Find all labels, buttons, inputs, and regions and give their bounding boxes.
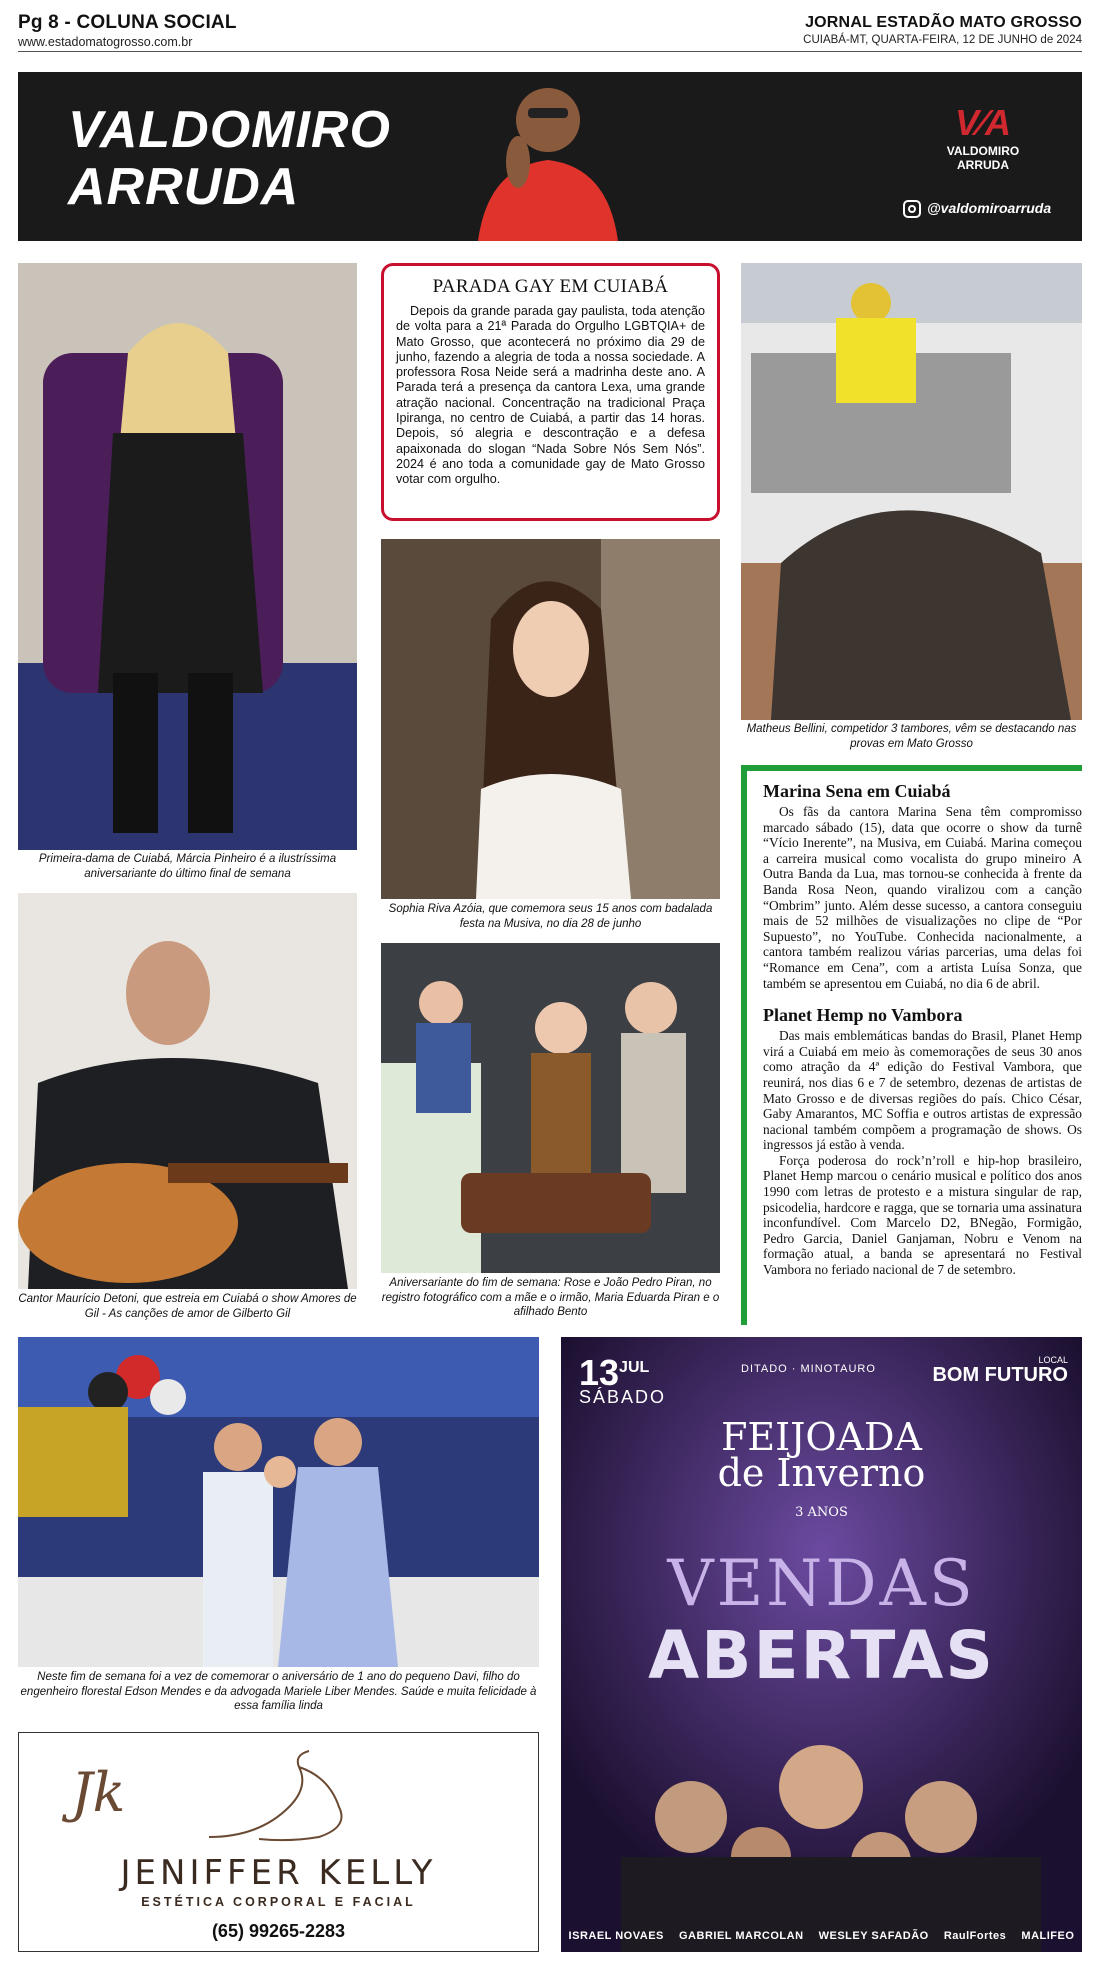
section-label: Pg 8 - COLUNA SOCIAL: [18, 12, 237, 33]
artist-name: MALIFEO: [1021, 1930, 1075, 1942]
event-day: 13: [579, 1352, 620, 1393]
valdomiro-banner: [18, 72, 1082, 241]
logo-line2: ARRUDA: [957, 158, 1009, 172]
planet-body-2: Força poderosa do rock’n’roll e hip-hop brasileiro, Planet Hemp marcou o cenário musical e político dos anos 1990 com letras de protesto e a mistura singular de rap, psicodelia, hardcore e ragga, que se tornaria uma assinatura inconfundível. Com Marcelo D2, BNegão, Formigão, Pedro Garcia, Daniel Ganjaman, Nobru e Venom na formação atual, a banda se apresentará no Festival Vambora no feriado nacional de 7 de setembro.: [763, 1152, 1083, 1278]
event-name: [561, 1415, 1082, 1531]
site-url[interactable]: www.estadomatogrosso.com.br: [18, 35, 193, 49]
marina-title: Marina Sena em Cuiabá: [763, 781, 951, 801]
instagram-icon: [903, 200, 921, 218]
banner-line1: VALDOMIRO: [68, 101, 391, 159]
handle-text: @valdomiroarruda: [927, 200, 1052, 216]
photo-joao-pedro: [381, 943, 720, 1273]
marina-body: Os fãs da cantora Marina Sena têm compromisso marcado sábado (15), data que ocorre o show da turnê “Vício Inerente”, na Musiva, em Cuiabá. Marina começou a carreira musical como vocalista do grupo mineiro A Outra Banda da Lua, mas tornou-se conhecida à frente da Banda Rosa Neon, quando viralizou com a canção “Ombrim” junto. Além desse sucesso, a cantora conseguiu mais de 52 milhões de visualizações no clipe de “Por Supuesto”, no YouTube. Conhecida nacionalmente, a cantora também realizou várias parcerias, uma delas foi “Romance em Cena”, com a artista Luísa Sonza, que também se apresentou em Cuiabá, no dia 6 de abril.: [763, 804, 1082, 991]
caption-matheus: Matheus Bellini, competidor 3 tambores, vêm se destacando nas provas em Mato Grosso: [746, 723, 1077, 750]
artist-name: RaulFortes: [943, 1930, 1007, 1942]
page-header-left: [18, 12, 438, 49]
venue-label: LOCAL: [1038, 1355, 1068, 1365]
artist-name: ISRAEL NOVAES: [568, 1930, 664, 1942]
event-weekday: SÁBADO: [579, 1387, 667, 1407]
photo-marcia: [18, 263, 357, 850]
photo-davi: [18, 1337, 539, 1667]
ad-kelly-phone[interactable]: (65) 99265-2283: [211, 1921, 346, 1941]
caption-marcia: Primeira-dama de Cuiabá, Márcia Pinheiro é a ilustríssima aniversariante do último final de semana: [38, 853, 337, 880]
event-anniversary: 3 ANOS: [795, 1505, 848, 1520]
section-name: COLUNA SOCIAL: [76, 12, 237, 33]
event-month: JUL: [619, 1359, 650, 1376]
sponsors: DITADO · MINOTAURO: [741, 1363, 876, 1375]
silhouette-logo-icon: [199, 1747, 359, 1847]
event-venue: [932, 1355, 1068, 1385]
instagram-handle[interactable]: [903, 200, 1051, 218]
ad-feijoada-inverno[interactable]: [561, 1337, 1082, 1952]
artist-list: [561, 1930, 1082, 1942]
logo-line1: VALDOMIRO: [946, 144, 1020, 158]
page-header-right: [602, 14, 1082, 46]
column-music-articles: [741, 765, 1082, 1325]
ad-kelly-name: JENIFFER KELLY: [120, 1853, 437, 1893]
banner-title: [68, 102, 391, 216]
event-date: [579, 1351, 650, 1393]
event-name-line1: FEIJOADA: [721, 1415, 922, 1459]
header-rule: [18, 51, 1082, 52]
photo-sophia: [381, 539, 720, 899]
photo-mauricio: [18, 893, 357, 1289]
planet-title: Planet Hemp no Vambora: [763, 1005, 963, 1026]
va-logo-icon: V⁄A: [954, 102, 1012, 143]
artist-name: GABRIEL MARCOLAN: [679, 1930, 804, 1942]
page-number: Pg 8: [18, 12, 59, 33]
headline-vendas: VENDAS: [667, 1547, 976, 1621]
caption-mauricio: Cantor Maurício Detoni, que estreia em Cuiabá o show Amores de Gil - As canções de amor de Gilberto Gil: [18, 1293, 357, 1320]
ad-jeniffer-kelly[interactable]: [18, 1732, 539, 1952]
newspaper-name: JORNAL ESTADÃO MATO GROSSO: [805, 14, 1082, 31]
jk-monogram: Jk: [71, 1761, 126, 1824]
headline-abertas: ABERTAS: [648, 1617, 995, 1694]
banner-line2: ARRUDA: [68, 158, 300, 216]
artist-name: WESLEY SAFADÃO: [818, 1930, 929, 1942]
event-name-line2: de Inverno: [717, 1451, 926, 1495]
caption-joao-pedro: Aniversariante do fim de semana: Rose e João Pedro Piran, no registro fotográfico com a mãe e o irmão, Maria Eduarda Piran e o afilhado Bento: [381, 1277, 720, 1318]
caption-sophia: Sophia Riva Azóia, que comemora seus 15 anos com badalada festa na Musiva, no dia 28 de junho: [388, 903, 713, 930]
planet-body-1: Das mais emblemáticas bandas do Brasil, Planet Hemp virá a Cuiabá em meio às comemorações de seus 30 anos como atração da 4ª edição do Festival Vambora, que reunirá, nos dias 6 e 7 de setembro, dezenas de artistas de Mato Grosso e de diversas regiões do país. Chico César, Gaby Amarantos, MC Soffia e outros artistas de expressão nacional também compõem a programação de shows. Os ingressos já estão à venda.: [763, 1028, 1082, 1153]
article-title: PARADA GAY EM CUIABÁ: [432, 276, 669, 297]
banner-logo: [928, 102, 1038, 172]
photo-matheus: [741, 263, 1082, 720]
dateline: CUIABÁ-MT, QUARTA-FEIRA, 12 DE JUNHO de 2024: [803, 34, 1082, 46]
banner-person-photo: [448, 72, 638, 241]
venue-name: BOM FUTURO: [932, 1364, 1068, 1386]
article-body: Depois da grande parada gay paulista, toda atenção de volta para a 21ª Parada do Orgulho LGBTQIA+ de Mato Grosso, que acontecerá no próximo dia 29 de junho, fazendo a alegria de toda a nossa sociedade. A professora Rosa Neide será a madrinha deste ano. A Parada terá a presença da cantora Lexa, uma grande atração nacional. Concentração na tradicional Praça Ipiranga, no centro de Cuiabá, a partir das 14 horas. Depois, só alegria e descontração e a defesa apaixonada do slogan “Nada Sobre Nós Sem Nós”. 2024 é ano toda a comunidade gay de Mato Grosso votar com orgulho.: [396, 304, 705, 487]
article-parada-gay: [381, 263, 720, 521]
caption-davi: Neste fim de semana foi a vez de comemorar o aniversário de 1 ano do pequeno Davi, filho do engenheiro florestal Edson Mendes e da advogada Mariele Liber Mendes. Saúde e muita felicidade à essa família linda: [20, 1671, 537, 1712]
ad-kelly-subtitle: ESTÉTICA CORPORAL E FACIAL: [141, 1895, 416, 1909]
